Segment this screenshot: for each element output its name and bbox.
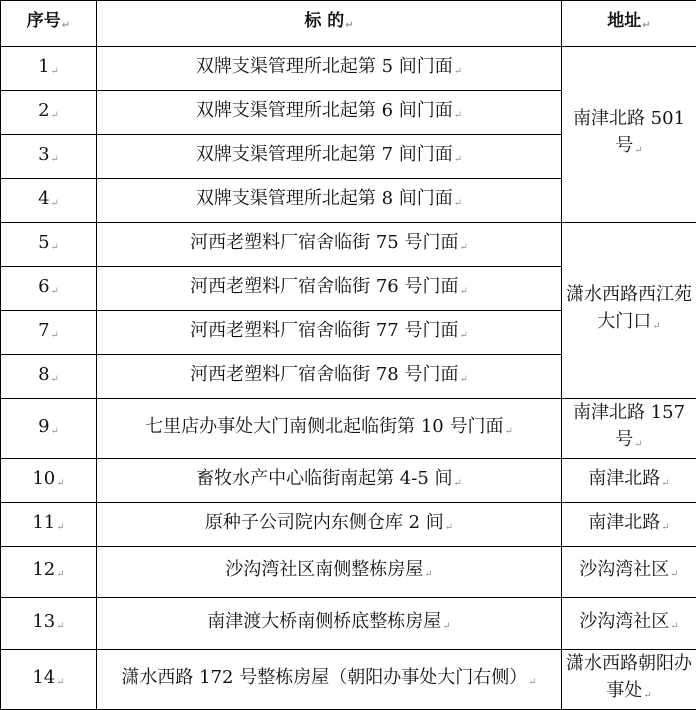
row-index: 10 (32, 468, 55, 489)
paragraph-mark-icon: ↵ (51, 66, 59, 77)
paragraph-mark-icon: ↵ (454, 66, 462, 77)
address-cell (562, 598, 696, 650)
row-index: 13 (32, 611, 55, 632)
row-subject-cell (97, 459, 562, 503)
row-subject: 河西老塑料厂宿舍临街 75 号门面 (190, 232, 458, 253)
address-cell (562, 459, 696, 503)
paragraph-mark-icon: ↵ (445, 522, 453, 533)
paragraph-mark-icon: ↵ (51, 330, 59, 341)
header-subject-label: 标 的 (304, 11, 344, 31)
row-index: 4 (38, 188, 49, 209)
row-subject-cell (97, 650, 562, 710)
row-index-cell (1, 459, 97, 503)
row-index-cell (1, 355, 97, 399)
row-subject: 河西老塑料厂宿舍临街 77 号门面 (190, 320, 458, 341)
row-index: 3 (38, 144, 49, 165)
paragraph-mark-icon: ↵ (661, 478, 669, 489)
paragraph-mark-icon: ↵ (51, 154, 59, 165)
paragraph-mark-icon: ↵ (424, 569, 432, 580)
row-subject: 七里店办事处大门南侧北起临街第 10 号门面 (145, 416, 503, 437)
table-row (1, 650, 696, 710)
row-subject: 潇水西路 172 号整栋房屋（朝阳办事处大门右侧） (121, 667, 527, 688)
paragraph-mark-icon: ↵ (442, 621, 450, 632)
header-index-label: 序号 (27, 11, 61, 31)
paragraph-mark-icon: ↵ (634, 439, 642, 450)
row-index-cell (1, 223, 97, 267)
row-index-cell (1, 547, 97, 598)
header-subject (97, 1, 562, 47)
row-subject-cell (97, 223, 562, 267)
paragraph-mark-icon: ↵ (454, 198, 462, 209)
table-row (1, 459, 696, 503)
paragraph-mark-icon: ↵ (652, 321, 660, 332)
paragraph-mark-icon: ↵ (454, 110, 462, 121)
row-index-cell (1, 503, 97, 547)
paragraph-mark-icon: ↵ (51, 198, 59, 209)
row-index-cell (1, 650, 97, 710)
paragraph-mark-icon: ↵ (56, 522, 64, 533)
row-subject-cell (97, 179, 562, 223)
row-index: 7 (38, 320, 49, 341)
row-index-cell (1, 91, 97, 135)
row-subject-cell (97, 503, 562, 547)
address-cell (562, 547, 696, 598)
paragraph-mark-icon: ↵ (459, 374, 467, 385)
row-subject-cell (97, 91, 562, 135)
row-subject-cell (97, 598, 562, 650)
row-index: 6 (38, 276, 49, 297)
address-text: 潇水西路朝阳办事处 (566, 653, 692, 701)
row-subject: 河西老塑料厂宿舍临街 78 号门面 (190, 364, 458, 385)
paragraph-mark-icon: ↵ (51, 110, 59, 121)
address-text: 沙沟湾社区 (579, 611, 669, 632)
address-cell (562, 399, 696, 459)
header-row (1, 1, 696, 47)
table-row (1, 547, 696, 598)
paragraph-mark-icon: ↵ (661, 522, 669, 533)
row-index: 8 (38, 364, 49, 385)
paragraph-mark-icon: ↵ (62, 20, 70, 31)
row-subject: 畜牧水产中心临街南起第 4-5 间 (196, 468, 452, 489)
row-index: 2 (38, 100, 49, 121)
row-subject: 双牌支渠管理所北起第 5 间门面 (196, 56, 453, 77)
row-index-cell (1, 399, 97, 459)
header-address (562, 1, 696, 47)
row-index: 12 (32, 559, 55, 580)
header-address-label: 地址 (607, 11, 641, 31)
row-subject: 沙沟湾社区南侧整栋房屋 (225, 559, 423, 580)
paragraph-mark-icon: ↵ (670, 569, 678, 580)
address-cell (562, 503, 696, 547)
paragraph-mark-icon: ↵ (634, 145, 642, 156)
paragraph-mark-icon: ↵ (56, 677, 64, 688)
address-text: 潇水西路西江苑大门口 (566, 284, 692, 332)
address-text: 南津北路 (588, 512, 660, 533)
row-subject-cell (97, 547, 562, 598)
row-index: 14 (32, 667, 55, 688)
row-subject-cell (97, 399, 562, 459)
row-subject: 南津渡大桥南侧桥底整栋房屋 (207, 611, 441, 632)
row-subject-cell (97, 355, 562, 399)
row-index-cell (1, 47, 97, 91)
row-subject-cell (97, 135, 562, 179)
paragraph-mark-icon: ↵ (454, 154, 462, 165)
row-subject: 双牌支渠管理所北起第 7 间门面 (196, 144, 453, 165)
table-row (1, 399, 696, 459)
row-subject-cell (97, 47, 562, 91)
paragraph-mark-icon: ↵ (345, 20, 353, 31)
row-index: 5 (38, 232, 49, 253)
row-index: 1 (38, 56, 49, 77)
address-text: 南津北路 157 号 (573, 402, 685, 450)
row-subject-cell (97, 267, 562, 311)
paragraph-mark-icon: ↵ (459, 242, 467, 253)
table-row (1, 503, 696, 547)
table-row (1, 47, 696, 91)
row-index-cell (1, 179, 97, 223)
table-row (1, 223, 696, 267)
paragraph-mark-icon: ↵ (642, 20, 650, 31)
row-subject-cell (97, 311, 562, 355)
paragraph-mark-icon: ↵ (51, 374, 59, 385)
paragraph-mark-icon: ↵ (670, 621, 678, 632)
paragraph-mark-icon: ↵ (504, 426, 512, 437)
address-text: 南津北路 501 号 (573, 108, 685, 156)
row-subject: 河西老塑料厂宿舍临街 76 号门面 (190, 276, 458, 297)
row-subject: 双牌支渠管理所北起第 6 间门面 (196, 100, 453, 121)
address-cell (562, 223, 696, 399)
table-row (1, 598, 696, 650)
paragraph-mark-icon: ↵ (56, 478, 64, 489)
row-index: 9 (38, 416, 49, 437)
paragraph-mark-icon: ↵ (56, 569, 64, 580)
address-text: 南津北路 (588, 468, 660, 489)
row-index: 11 (32, 512, 55, 533)
row-subject: 原种子公司院内东侧仓库 2 间 (205, 512, 444, 533)
row-index-cell (1, 267, 97, 311)
row-subject: 双牌支渠管理所北起第 8 间门面 (196, 188, 453, 209)
paragraph-mark-icon: ↵ (51, 242, 59, 253)
address-text: 沙沟湾社区 (579, 559, 669, 580)
row-index-cell (1, 598, 97, 650)
paragraph-mark-icon: ↵ (643, 690, 651, 701)
paragraph-mark-icon: ↵ (51, 426, 59, 437)
paragraph-mark-icon: ↵ (51, 286, 59, 297)
paragraph-mark-icon: ↵ (459, 330, 467, 341)
paragraph-mark-icon: ↵ (56, 621, 64, 632)
paragraph-mark-icon: ↵ (454, 478, 462, 489)
row-index-cell (1, 311, 97, 355)
paragraph-mark-icon: ↵ (459, 286, 467, 297)
paragraph-mark-icon: ↵ (528, 677, 536, 688)
row-index-cell (1, 135, 97, 179)
address-cell (562, 47, 696, 223)
address-cell (562, 650, 696, 710)
header-index (1, 1, 97, 47)
